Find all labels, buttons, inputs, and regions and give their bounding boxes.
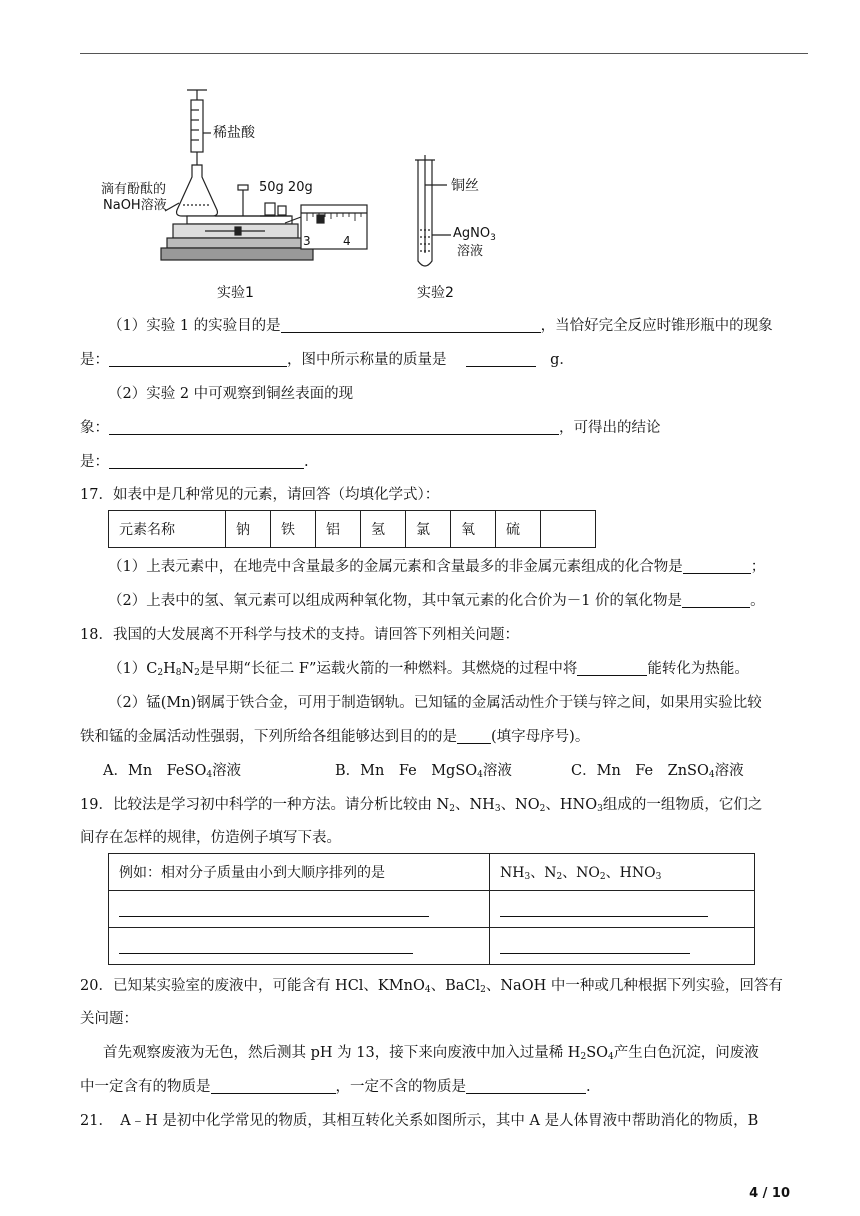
- table-cell[interactable]: [109, 928, 490, 965]
- q20-line1: 20．已知某实验室的废液中，可能含有 HCl、KMnO$_4$、BaCl$_2$、NaOH 中一种或几种根据下列实验，回答有: [80, 978, 783, 995]
- scale-mark-3: 3: [303, 234, 311, 248]
- q20-line2: 关问题：: [80, 1011, 138, 1027]
- blank[interactable]: [500, 938, 690, 954]
- blank[interactable]: [119, 901, 429, 917]
- label-flask-line1: 滴有酚酞的: [101, 182, 167, 197]
- header-rule: [80, 53, 808, 54]
- q21-line1: 21． A﹣H 是初中化学常见的物质，其相互转化关系如图所示，其中 A 是人体胃液中帮助消化的物质，B: [80, 1113, 759, 1129]
- q16-line3: （2）实验 2 中可观察到铜丝表面的现: [108, 386, 354, 402]
- blank[interactable]: [281, 317, 541, 333]
- blank[interactable]: [457, 728, 491, 744]
- label-agno3: AgNO$_3$: [453, 226, 496, 243]
- table-cell[interactable]: [490, 891, 755, 928]
- blank[interactable]: [466, 1078, 586, 1094]
- table-cell: 铁: [271, 511, 316, 548]
- experiment-2-caption: 实验2: [417, 285, 454, 301]
- blank[interactable]: [109, 419, 559, 435]
- table-cell: 硫: [496, 511, 541, 548]
- blank[interactable]: [109, 351, 287, 367]
- page-number: 4 / 10: [749, 1186, 790, 1201]
- experiment-figure: [95, 85, 515, 310]
- q16-line2: 是： ，图中所示称量的质量是 g．: [80, 352, 574, 368]
- table-cell: 钠: [226, 511, 271, 548]
- experiment-1-apparatus: [161, 90, 367, 260]
- q18-part2-line1: （2）锰(Mn)钢属于铁合金，可用于制造钢轨。已知锰的金属活动性介于镁与锌之间，如果用实验比较: [108, 695, 762, 711]
- q20-line4: 中一定含有的物质是 ，一定不含的物质是 .: [80, 1079, 591, 1095]
- label-flask-line2: NaOH溶液: [103, 198, 167, 213]
- table-cell: $NH_3$、$N_2$、$NO_2$、$HNO_3$: [490, 854, 755, 891]
- label-solution: 溶液: [457, 244, 484, 259]
- blank[interactable]: [466, 351, 536, 367]
- q18-option-c[interactable]: C．Mn Fe ZnSO$_4$溶液: [571, 763, 744, 780]
- table-cell: 氧: [451, 511, 496, 548]
- table-cell: 例如：相对分子质量由小到大顺序排列的是: [109, 854, 490, 891]
- scale-mark-4: 4: [343, 234, 351, 248]
- table-cell: 氢: [361, 511, 406, 548]
- q17-stem: 17．如表中是几种常见的元素，请回答（均填化学式）：: [80, 487, 440, 503]
- table-cell: 元素名称: [109, 511, 226, 548]
- q16-line1: （1）实验 1 的实验目的是 ，当恰好完全反应时锥形瓶中的现象: [108, 318, 773, 334]
- blank[interactable]: [211, 1078, 336, 1094]
- label-wire: 铜丝: [451, 178, 479, 194]
- q17-part1: （1）上表元素中，在地壳中含量最多的金属元素和含量最多的非金属元素组成的化合物是 ；: [108, 559, 766, 575]
- q18-option-b[interactable]: B．Mn Fe MgSO$_4$溶液: [335, 763, 512, 780]
- table-cell[interactable]: [490, 928, 755, 965]
- q16-line5: 是： .: [80, 454, 309, 470]
- blank[interactable]: [500, 901, 708, 917]
- label-weights: 50g 20g: [259, 180, 313, 195]
- label-acid: 稀盐酸: [213, 125, 255, 141]
- q19-compare-table: [108, 853, 755, 965]
- q17-element-table: [108, 510, 596, 548]
- q18-part1: $(1)C_2H_8N_2$是早期“长征二 F”运载火箭的一种燃料。其燃烧的过程中将 能转化为热能。: [108, 661, 749, 678]
- experiment-1-caption: 实验1: [217, 285, 254, 301]
- blank[interactable]: [577, 660, 647, 676]
- table-cell[interactable]: [109, 891, 490, 928]
- blank[interactable]: [682, 592, 750, 608]
- blank[interactable]: [683, 558, 751, 574]
- table-cell[interactable]: [541, 511, 596, 548]
- q20-line3: 首先观察废液为无色，然后测其 pH 为 13，接下来向废液中加入过量稀 $H_2SO_4$产生白色沉淀，问废液: [103, 1045, 759, 1062]
- blank[interactable]: [119, 938, 413, 954]
- table-cell: 铝: [316, 511, 361, 548]
- q17-part2: （2）上表中的氢、氧元素可以组成两种氧化物，其中氧元素的化合价为－1 价的氧化物是 。: [108, 593, 765, 609]
- blank[interactable]: [109, 453, 304, 469]
- q16-line4: 象： ，可得出的结论: [80, 420, 661, 436]
- q18-stem: 18．我国的大发展离不开科学与技术的支持。请回答下列相关问题：: [80, 627, 519, 643]
- q19-line1: 19．比较法是学习初中科学的一种方法。请分析比较由 $N_2$、$NH_3$、$NO_2$、$HNO_3$组成的一组物质，它们之: [80, 797, 763, 814]
- q18-part2-line2: 铁和锰的金属活动性强弱，下列所给各组能够达到目的的是 (填字母序号)。: [80, 729, 590, 745]
- table-cell: 氯: [406, 511, 451, 548]
- q18-option-a[interactable]: A．Mn FeSO$_4$溶液: [103, 763, 242, 780]
- experiment-2-apparatus: [415, 155, 451, 266]
- q19-line2: 间存在怎样的规律，仿造例子填写下表。: [80, 830, 341, 846]
